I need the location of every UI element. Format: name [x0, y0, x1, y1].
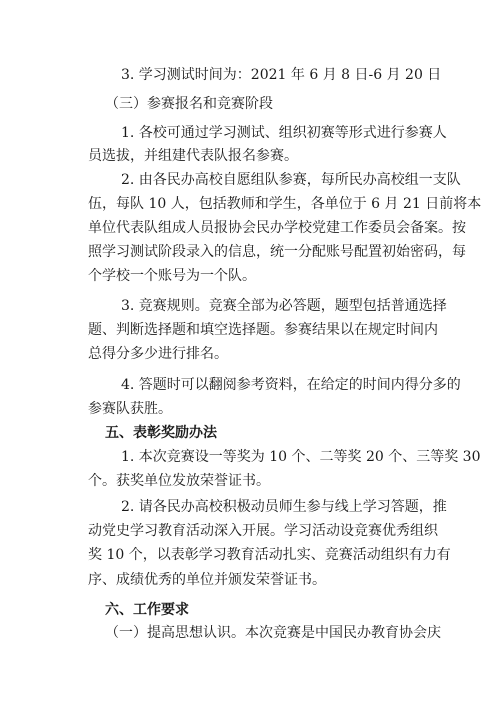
text-line: 2. 请各民办高校积极动员师生参与线上学习答题，推: [121, 499, 447, 515]
text-line: 员选拔，并组建代表队报名参赛。: [88, 148, 298, 164]
text-line: 伍，每队 10 人，包括教师和学生，各单位于 6 月 21 日前将本: [88, 196, 482, 212]
text-line: 参赛队获胜。: [88, 401, 172, 417]
section-heading: 六、工作要求: [105, 602, 189, 618]
text-line: 4. 答题时可以翻阅参考资料，在给定的时间内得分多的: [121, 377, 461, 393]
text-line: 1. 本次竞赛设一等奖为 10 个、二等奖 20 个、三等奖 30: [121, 449, 481, 465]
text-line: 个。获奖单位发放荣誉证书。: [88, 473, 270, 489]
text-line: 3. 学习测试时间为：2021 年 6 月 8 日-6 月 20 日: [121, 67, 442, 83]
section-heading: 五、表彰奖励办法: [105, 425, 217, 441]
text-line: 3. 竞赛规则。竞赛全部为必答题，题型包括普通选择: [121, 298, 447, 314]
text-line: （一）提高思想认识。本次竞赛是中国民办教育协会庆: [105, 625, 441, 641]
text-line: 总得分多少进行排名。: [88, 346, 228, 362]
text-line: 2. 由各民办高校自愿组队参赛，每所民办高校组一支队: [121, 172, 461, 188]
text-line: 单位代表队组成人员报协会民办学校党建工作委员会备案。按: [88, 220, 466, 236]
text-line: 序、成绩优秀的单位并颁发荣誉证书。: [88, 572, 326, 588]
subsection-heading: （三）参赛报名和竞赛阶段: [105, 96, 273, 112]
text-line: 动党史学习教育活动深入开展。学习活动设竞赛优秀组织: [88, 523, 438, 539]
text-line: 个学校一个账号为一个队。: [88, 268, 256, 284]
text-line: 奖 10 个，以表彰学习教育活动扎实、竞赛活动组织有力有: [88, 547, 451, 563]
text-line: 题、判断选择题和填空选择题。参赛结果以在规定时间内: [88, 322, 438, 338]
text-line: 1. 各校可通过学习测试、组织初赛等形式进行参赛人: [121, 125, 447, 141]
text-line: 照学习测试阶段录入的信息，统一分配账号配置初始密码，每: [88, 244, 466, 260]
